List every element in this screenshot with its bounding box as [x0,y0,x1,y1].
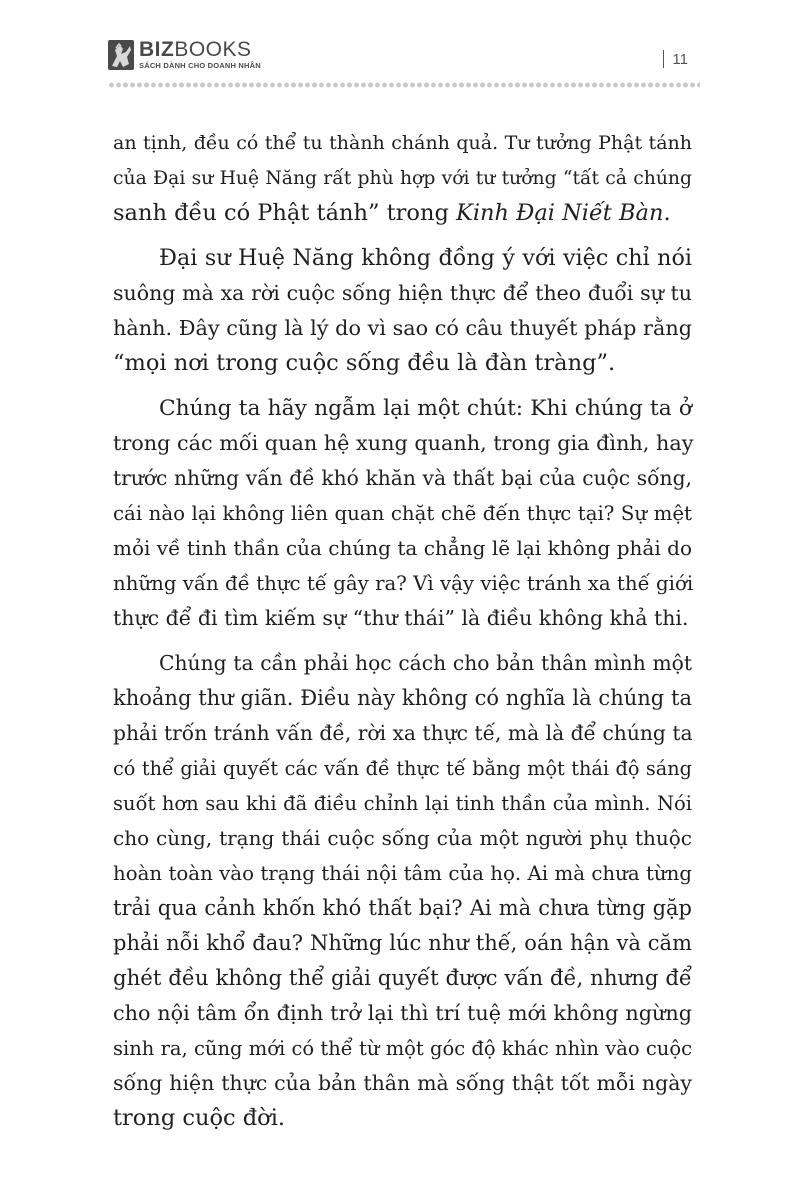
text-line: ghét đều không thể giải quyết được vấn đề, nhưng để [113,966,692,991]
text-run: sanh đều có Phật tánh” trong [113,200,457,226]
text-line: Chúng ta hãy ngẫm lại một chút: Khi chúng ta ở [159,396,692,421]
text-line: sống hiện thực của bản thân mà sống thật tốt mỗi ngày [113,1071,692,1095]
body-text [113,126,692,1146]
book-title-italic: Kinh Đại Niết Bàn [456,200,664,226]
text-line [113,196,692,231]
dotted-divider [108,82,700,88]
text-line: “mọi nơi trong cuộc sống đều là đàn tràng”. [113,350,616,376]
paragraph-3 [113,391,692,636]
text-line: hành. Đây cũng là lý do vì sao có câu thuyết pháp rằng [113,316,692,340]
text-line: trải qua cảnh khốn khó thất bại? Ai mà chưa từng gặp [113,896,692,920]
text-line: có thể giải quyết các vấn đề thực tế bằng một thái độ sáng [113,757,692,780]
text-line: những vấn đề thực tế gây ra? Vì vậy việc tránh xa thế giới [113,572,694,595]
bizbooks-logo [108,40,261,71]
page-number-divider [663,50,665,68]
brand-name-light: BOOKS [174,38,252,61]
text-line: Đại sư Huệ Năng không đồng ý với việc chỉ nói [159,245,692,271]
paragraph-2 [113,241,692,381]
text-line: phải trốn tránh vấn đề, rời xa thực tế, mà là để chúng ta [113,721,693,745]
text-line: mỏi về tinh thần của chúng ta chẳng lẽ lại không phải do [113,536,692,560]
text-line: sinh ra, cũng mới có thể từ một góc độ khác nhìn vào cuộc [113,1037,692,1060]
text-run: . [663,200,671,226]
text-line: thực để đi tìm kiếm sự “thư thái” là điều không khả thi. [113,606,689,630]
brand-tagline: SÁCH DÀNH CHO DOANH NHÂN [139,61,261,70]
text-line: trong cuộc đời. [113,1105,286,1131]
text-line: trước những vấn đề khó khăn và thất bại của cuộc sống, [113,466,692,490]
text-line: cho nội tâm ổn định trở lại thì trí tuệ mới không ngừng [113,1001,692,1025]
text-line: trong các mối quan hệ xung quanh, trong gia đình, hay [113,431,694,455]
text-line: khoảng thư giãn. Điều này không có nghĩa là chúng ta [113,686,692,710]
text-line: cái nào lại không liên quan chặt chẽ đến thực tại? Sự mệt [113,502,692,525]
text-line: cho cùng, trạng thái cuộc sống của một người phụ thuộc [113,826,692,850]
text-line: suông mà xa rời cuộc sống hiện thực để theo đuổi sự tu [113,281,692,305]
text-line: của Đại sư Huệ Năng rất phù hợp với tư tưởng “tất cả chúng [113,168,692,189]
text-line: suốt hơn sau khi đã điều chỉnh lại tinh thần của mình. Nói [113,792,692,815]
page-number-value: 11 [672,50,688,68]
text-line: hoàn toàn vào trạng thái nội tâm của họ. Ai mà chưa từng [113,862,692,885]
text-line: Chúng ta cần phải học cách cho bản thân mình một [159,651,692,675]
brand-name-bold: BIZ [139,38,175,61]
brand-name [139,40,261,60]
bizbooks-logo-icon [108,40,134,70]
paragraph-4 [113,646,692,1136]
paragraph-1 [113,126,692,231]
page-number [663,50,688,68]
page-header [108,38,698,94]
text-line: an tịnh, đều có thể tu thành chánh quả. Tư tưởng Phật tánh [113,132,692,154]
text-line: phải nỗi khổ đau? Những lúc như thế, oán hận và căm [113,931,692,955]
